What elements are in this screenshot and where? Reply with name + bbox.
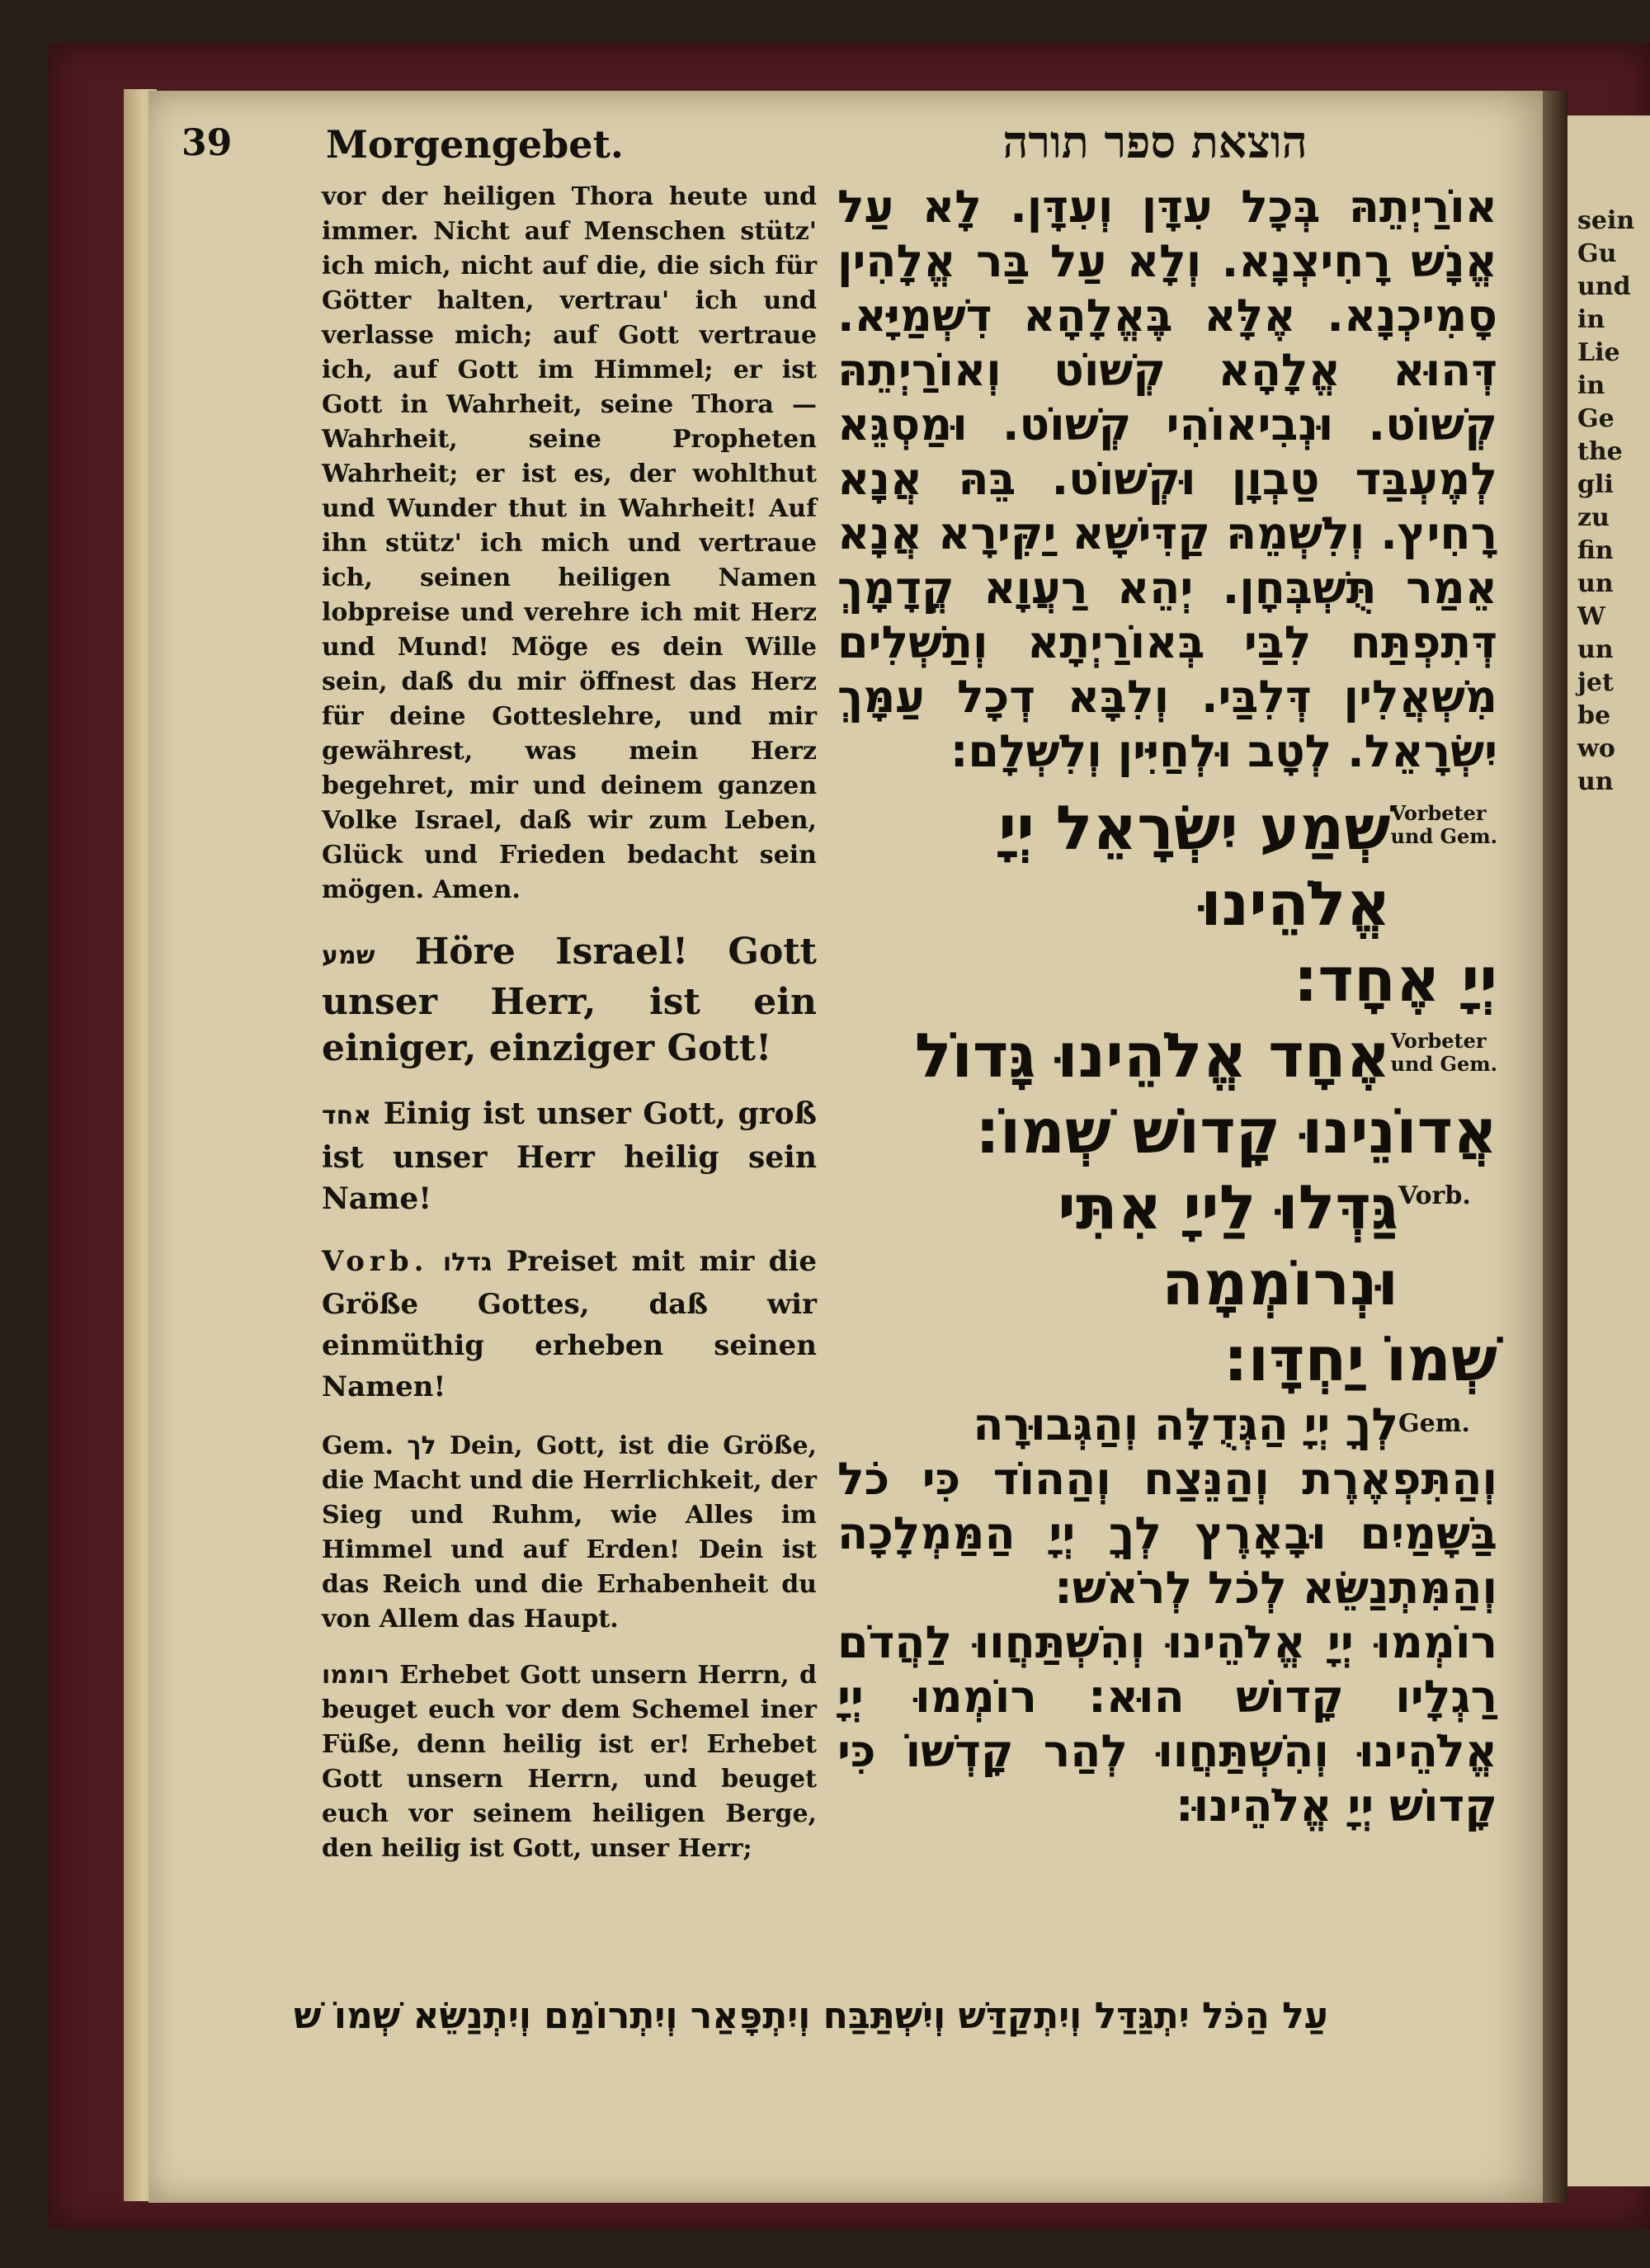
next-page-fragment: Lie bbox=[1577, 338, 1620, 367]
next-page-fragment: wo bbox=[1577, 734, 1615, 763]
hebrew-shema-end: יְיָ אֶחָד: bbox=[1293, 945, 1497, 1016]
echad-speaker-label: Vorbeter und Gem. bbox=[1390, 1029, 1497, 1076]
next-page-fragment: jet bbox=[1577, 668, 1614, 697]
next-page-fragment: un bbox=[1577, 569, 1614, 598]
next-page-fragment: W bbox=[1577, 602, 1605, 631]
hebrew-gadlu: גַּדְּלוּ לַייָ אִתִּי וּנְרוֹמְמָה bbox=[1058, 1172, 1398, 1319]
romemu-translation: Erhebet Gott unsern Herrn, d beuget euch vor dem Schemel iner Füße, denn heilig ist er! Erhebet Gott unsern Herrn, und beuget euch vor seinem heiligen Berge, den heilig ist Gott, unser Herr; bbox=[322, 1661, 817, 1863]
german-prayer-paragraph: vor der heiligen Thora heute und immer. Nicht auf Menschen stütz' ich mich, nicht auf die, die sich für Götter halten, vertrau' ich und verlasse mich; auf Gott vertraue ich, auf Gott im Himmel; er ist Gott in Wahrheit, seine Thora — Wahrheit, seine Propheten Wahrheit; er ist es, der wohlthut und Wunder thut in Wahrheit! Auf ihn stütz' ich mich und vertraue ich, seinen heiligen Namen lobpreise und verehre ich mit Herz und Mund! Möge es dein Wille sein, daß du mir öffnest das Herz für deine Gotteslehre, und mir gewährest, was mein Herz begehret, mir und deinem ganzen Volke Israel, daß wir zum Leben, Glück und Frieden bedacht sein mögen. Amen. bbox=[322, 182, 817, 904]
hebrew-shema: שְׁמַע יִשְׂרָאֵל יְיָ אֱלֹהֵינוּ bbox=[998, 793, 1391, 940]
next-page-fragment: in bbox=[1577, 305, 1605, 334]
german-echad bbox=[322, 1093, 817, 1219]
german-shema bbox=[322, 929, 817, 1072]
book-gutter bbox=[1543, 91, 1568, 2203]
hebrew-gadlu-end: שְׁמוֹ יַחְדָּו: bbox=[1223, 1324, 1497, 1395]
hebrew-column bbox=[837, 180, 1497, 1833]
romemu-hebrew-cue: רוממו bbox=[322, 1661, 390, 1690]
next-page-fragment: Ge bbox=[1577, 404, 1615, 433]
german-gadlu bbox=[322, 1241, 817, 1407]
next-page-fragment: un bbox=[1577, 635, 1614, 664]
german-romemu bbox=[322, 1658, 817, 1866]
german-column bbox=[322, 180, 817, 1888]
gadlu-hebrew-cue: גדלו bbox=[442, 1248, 493, 1277]
next-page-fragment: in bbox=[1577, 371, 1605, 400]
page-number: 39 bbox=[182, 122, 233, 164]
next-page-fragment: fin bbox=[1577, 536, 1614, 565]
hebrew-echad: אֶחָד אֱלֹהֵינוּ גָּדוֹל bbox=[914, 1021, 1391, 1092]
next-page-fragment: un bbox=[1577, 767, 1614, 796]
running-head-hebrew: הוצאת ספר תורה bbox=[1002, 116, 1308, 168]
lecha-hebrew-cue: לך bbox=[407, 1431, 436, 1460]
hebrew-bottom-line: עַל הַכֹּל יִתְגַּדַּל וְיִתְקַדַּשׁ וְיִשְׁתַּבַּח וְיִתְפָּאַר וְיִתְרוֹמַם וְיִתְנַשֵּׂא שְׁמוֹ שׁ bbox=[294, 1995, 1328, 2037]
vorbeter-label: Vorb. bbox=[322, 1245, 429, 1278]
gemeinde-label: Gem. bbox=[322, 1431, 394, 1460]
next-page-fragment: sein bbox=[1577, 206, 1635, 235]
hebrew-lecha-row bbox=[837, 1398, 1497, 1452]
lecha-speaker-label: Gem. bbox=[1398, 1409, 1470, 1438]
next-page-fragment: be bbox=[1577, 701, 1611, 730]
next-page-fragment: und bbox=[1577, 272, 1631, 301]
hebrew-echad-row bbox=[837, 1018, 1497, 1094]
echad-hebrew-cue: אחד bbox=[322, 1101, 372, 1130]
echad-translation: Einig ist unser Gott, groß ist unser Herr heilig sein Name! bbox=[322, 1096, 817, 1216]
gadlu-translation: Preiset mit mir die Größe Gottes, daß wir einmüthig erheben seinen Namen! bbox=[322, 1245, 817, 1403]
shema-translation: Höre Israel! Gott unser Herr, ist ein einiger, einziger Gott! bbox=[322, 931, 818, 1069]
hebrew-shema-row bbox=[837, 790, 1497, 942]
next-page-fragment: Gu bbox=[1577, 239, 1617, 268]
hebrew-gadlu-row bbox=[837, 1170, 1497, 1322]
gadlu-speaker-label: Vorb. bbox=[1398, 1181, 1471, 1210]
hebrew-lecha-first: לְךָ יְיָ הַגְּדֻלָּה וְהַגְּבוּרָה bbox=[973, 1398, 1398, 1450]
hebrew-echad-end: אֲדוֹנֵינוּ קָדוֹשׁ שְׁמוֹ: bbox=[975, 1096, 1497, 1167]
next-page-edge bbox=[1568, 116, 1650, 2186]
german-lecha bbox=[322, 1429, 817, 1637]
hebrew-lecha-rest: וְהַתִּפְאֶרֶת וְהַנֵּצַח וְהַהוֹד כִּי כֹל בַּשָּׁמַיִם וּבָאָרֶץ לְךָ יְיָ הַמַּמְלָכָה וְהַמִּתְנַשֵּׂא לְכֹל לְרֹאשׁ: bbox=[837, 1453, 1497, 1614]
next-page-fragment: the bbox=[1577, 437, 1623, 466]
hebrew-prayer-paragraph: אוֹרַיְתֵהּ בְּכָל עִדָּן וְעִדָּן. לָא עַל אֱנָשׁ רָחִיצְנָא. וְלָא עַל בַּר אֱלָהִין סָמִיכְנָא. אֶלָּא בֶּאֱלָהָא דִשְׁמַיָּא. דְּהוּא אֱלָהָא קְשׁוֹט וְאוֹרַיְתֵהּ קְשׁוֹט. וּנְבִיאוֹהִי קְשׁוֹט. וּמַסְגֵּא לְמֶעְבַּד טַבְוָן וּקְשׁוֹט. בֵּהּ אֲנָא רָחִיץ. וְלִשְׁמֵהּ קַדִּישָׁא יַקִּירָא אֲנָא אֵמַר תֻּשְׁבְּחָן. יְהֵא רַעֲוָא קֳדָמָךְ דְּתִפְתַּח לִבַּי בְּאוֹרַיְתָא וְתַשְׁלִים מִשְׁאֲלִין דְּלִבַּי. וְלִבָּא דְכָל עַמָּךְ יִשְׂרָאֵל. לְטָב וּלְחַיִּין וְלִשְׁלָם: bbox=[837, 181, 1497, 777]
next-page-fragment: zu bbox=[1577, 503, 1610, 532]
shema-speaker-label: Vorbeter und Gem. bbox=[1390, 801, 1497, 848]
running-head-german: Morgengebet. bbox=[326, 122, 624, 167]
lecha-translation: Dein, Gott, ist die Größe, die Macht und die Herrlichkeit, der Sieg und Ruhm, wie Alles im Himmel und auf Erden! Dein ist das Reich und die Erhabenheit du von Allem das Haupt. bbox=[322, 1431, 817, 1634]
next-page-fragment: gli bbox=[1577, 470, 1614, 499]
shema-hebrew-cue: שמע bbox=[322, 941, 375, 970]
hebrew-romemu: רוֹמְמוּ יְיָ אֱלֹהֵינוּ וְהִשְׁתַּחֲווּ לַהֲדֹם רַגְלָיו קָדוֹשׁ הוּא: רוֹמְמוּ יְיָ אֱלֹהֵינוּ וְהִשְׁתַּחֲווּ לְהַר קָדְשׁוֹ כִּי קָדוֹשׁ יְיָ אֱלֹהֵינוּ: bbox=[837, 1616, 1497, 1832]
